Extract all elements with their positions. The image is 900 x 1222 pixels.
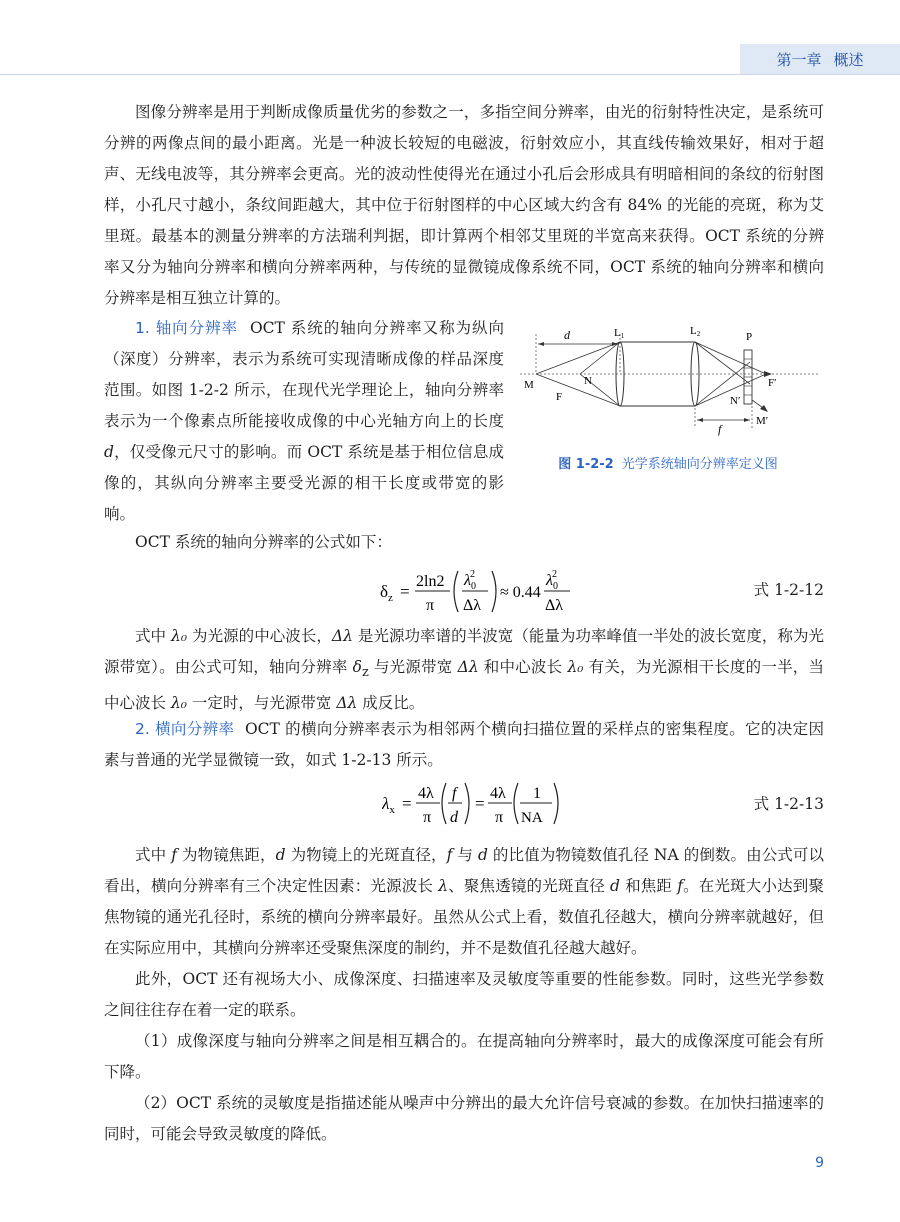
f2-paren-l1 — [442, 783, 446, 824]
section-title-lateral: 2. 横向分辨率 — [135, 720, 235, 738]
f1-coef-num: 2ln2 — [416, 573, 445, 590]
running-header — [740, 44, 900, 74]
var-d: d — [104, 443, 114, 461]
f2-inner-num2: 1 — [533, 785, 541, 802]
label-m-prime: M′ — [756, 415, 769, 427]
f2-lhs: $\lambda_x$ — [382, 794, 395, 816]
formula-1-2-12 — [380, 566, 570, 623]
paragraph-after-formula-1: 式中 λ₀ 为光源的中心波长，Δλ 是光源功率谱的半波宽（能量为功率峰值一半处的波长宽度，称为光源带宽）。由公式可知，轴向分辨率 $\delta_z$ 与光源带宽 Δλ 和中心波长 λ₀ 有关，为光源相干长度的一半，当中心波长 λ₀ 一定时，与光源带宽 Δλ 成反比。 — [104, 627, 825, 713]
f1-eq: = — [400, 582, 410, 601]
f1-paren-left — [454, 571, 458, 612]
f2-den2: π — [495, 809, 504, 826]
f2-paren-r1 — [465, 783, 469, 824]
formula-2-svg — [382, 778, 562, 830]
formula-1-svg — [380, 566, 570, 618]
label-n: N — [584, 375, 592, 387]
paragraph-intro: 图像分辨率是用于判断成像质量优劣的参数之一，多指空间分辨率，由光的衍射特性决定，是系统可分辨的两像点间的最小距离。光是一种波长较短的电磁波，衍射效应小，其直线传输效果好，相对于超声、无线电波等，其分辨率会更高。光的波动性使得光在通过小孔后会形成具有明暗相间的条纹的衍射图样，小孔尺寸越小，条纹间距越大，其中位于衍射图样的中心区域大约含有 84% 的光能的亮斑，称为艾里斑。最基本的测量分辨率的方法瑞利判据，即计算两个相邻艾里斑的半宽高来获得。OCT 系统的分辨率又分为轴向分辨率和横向分辨率两种，与传统的显微镜成像系统不同，OCT 系统的轴向分辨率和横向分辨率是相互独立计算的。 — [104, 103, 824, 307]
optical-axis-figure — [520, 322, 820, 450]
f1-num2: $\lambda_02$ — [546, 569, 558, 592]
f2-paren-r2 — [554, 783, 558, 824]
f1-den: Δλ — [463, 597, 482, 614]
f2-paren-l2 — [514, 783, 518, 824]
f2-den1: π — [423, 809, 432, 826]
figure-caption — [520, 453, 816, 472]
section-lateral-resolution — [104, 714, 824, 776]
f1-approx: ≈ 0.44 — [500, 584, 541, 601]
paragraph-after-formula-2: 式中 f 为物镜焦距，d 为物镜上的光斑直径，f 与 d 的比值为物镜数值孔径 NA 的倒数。由公式可以看出，横向分辨率有三个决定性因素：光源波长 λ、聚焦透镜的光斑直径 d 和焦距 f。在光斑大小达到聚焦物镜的通光孔径时，系统的横向分辨率最好。虽然从公式上看，数值孔径越大，横向分辨率就越好，但在实际应用中，其横向分辨率还受聚焦深度的制约，并不是数值孔径越大越好。 — [104, 846, 825, 957]
chapter-title: 概述 — [833, 50, 864, 69]
label-n-prime: N′ — [730, 395, 741, 407]
f1-coef-den: π — [426, 597, 435, 614]
f1-den2: Δλ — [545, 597, 564, 614]
label-l1: L1 — [614, 327, 625, 340]
figure-caption-text: 光学系统轴向分辨率定义图 — [621, 457, 778, 472]
f1-paren-right — [492, 571, 496, 612]
section-lateral-text: OCT 的横向分辨率表示为相邻两个横向扫描位置的采样点的密集程度。它的决定因素与普通的光学显微镜一致，如式 1-2-13 所示。 — [104, 720, 824, 769]
equation-number-2: 式 1-2-13 — [753, 795, 824, 813]
f-arrow-left — [697, 418, 703, 422]
arrow-m-prime — [760, 405, 768, 412]
label-m: M — [524, 379, 534, 391]
paragraph-other-params: 此外，OCT 还有视场大小、成像深度、扫描速率及灵敏度等重要的性能参数。同时，这些光学参数之间往往存在着一定的联系。 — [104, 970, 824, 1019]
ray-m-top — [536, 342, 620, 374]
list-item-1: （1）成像深度与轴向分辨率之间是相互耦合的。在提高轴向分辨率时，最大的成像深度可能会有所下降。 — [104, 1032, 824, 1081]
section-axial-text-a: OCT 系统的轴向分辨率又称为纵向（深度）分辨率，表示为系统可实现清晰成像的样品深度范围。如图 1-2-2 所示，在现代光学理论上，轴向分辨率表示为一个像素点所能接收成像的中心光轴方向上的长度 — [104, 319, 505, 430]
section-axial-resolution — [104, 313, 504, 530]
label-p: P — [746, 331, 753, 343]
label-d: d — [564, 328, 570, 342]
d-arrow-left — [538, 342, 544, 346]
ray-l2-b — [695, 362, 750, 406]
section-axial-text-b: ，仅受像元尺寸的影响。而 OCT 系统是基于相位信息成像的，其纵向分辨率主要受光源的相干长度或带宽的影响。 — [104, 443, 504, 523]
formula-1-2-13 — [382, 778, 562, 835]
f1-lhs: $\delta_z$ — [380, 582, 393, 604]
label-l2: L2 — [690, 325, 701, 338]
formula-intro: OCT 系统的轴向分辨率的公式如下： — [135, 533, 392, 551]
label-f-prime: F′ — [768, 377, 777, 389]
f2-eq: = — [402, 794, 412, 813]
f2-eq2: = — [475, 794, 485, 813]
f-arrow-right — [744, 418, 750, 422]
f2-num1: 4λ — [418, 785, 434, 802]
equation-number-1: 式 1-2-12 — [753, 581, 824, 599]
f1-num: $\lambda_02$ — [464, 569, 476, 592]
ray-n-top — [580, 342, 620, 374]
f2-inner-den2: NA — [521, 810, 543, 826]
label-f-dim: f — [718, 422, 722, 436]
f2-num2: 4λ — [490, 785, 506, 802]
ray-m-bottom — [536, 374, 620, 406]
section-title-axial: 1. 轴向分辨率 — [135, 319, 239, 337]
list-item-2: （2）OCT 系统的灵敏度是指描述能从噪声中分辨出的最大允许信号衰减的参数。在加快扫描速率的同时，可能会导致灵敏度的降低。 — [104, 1094, 824, 1143]
f2-inner-den: d — [450, 809, 458, 826]
f2-inner-num: f — [452, 785, 457, 802]
label-f: F — [556, 391, 563, 403]
figure-number: 图 1-2-2 — [558, 457, 614, 472]
page-number: 9 — [815, 1155, 824, 1171]
header-rule — [0, 74, 900, 75]
chapter-label: 第一章 — [776, 50, 822, 69]
